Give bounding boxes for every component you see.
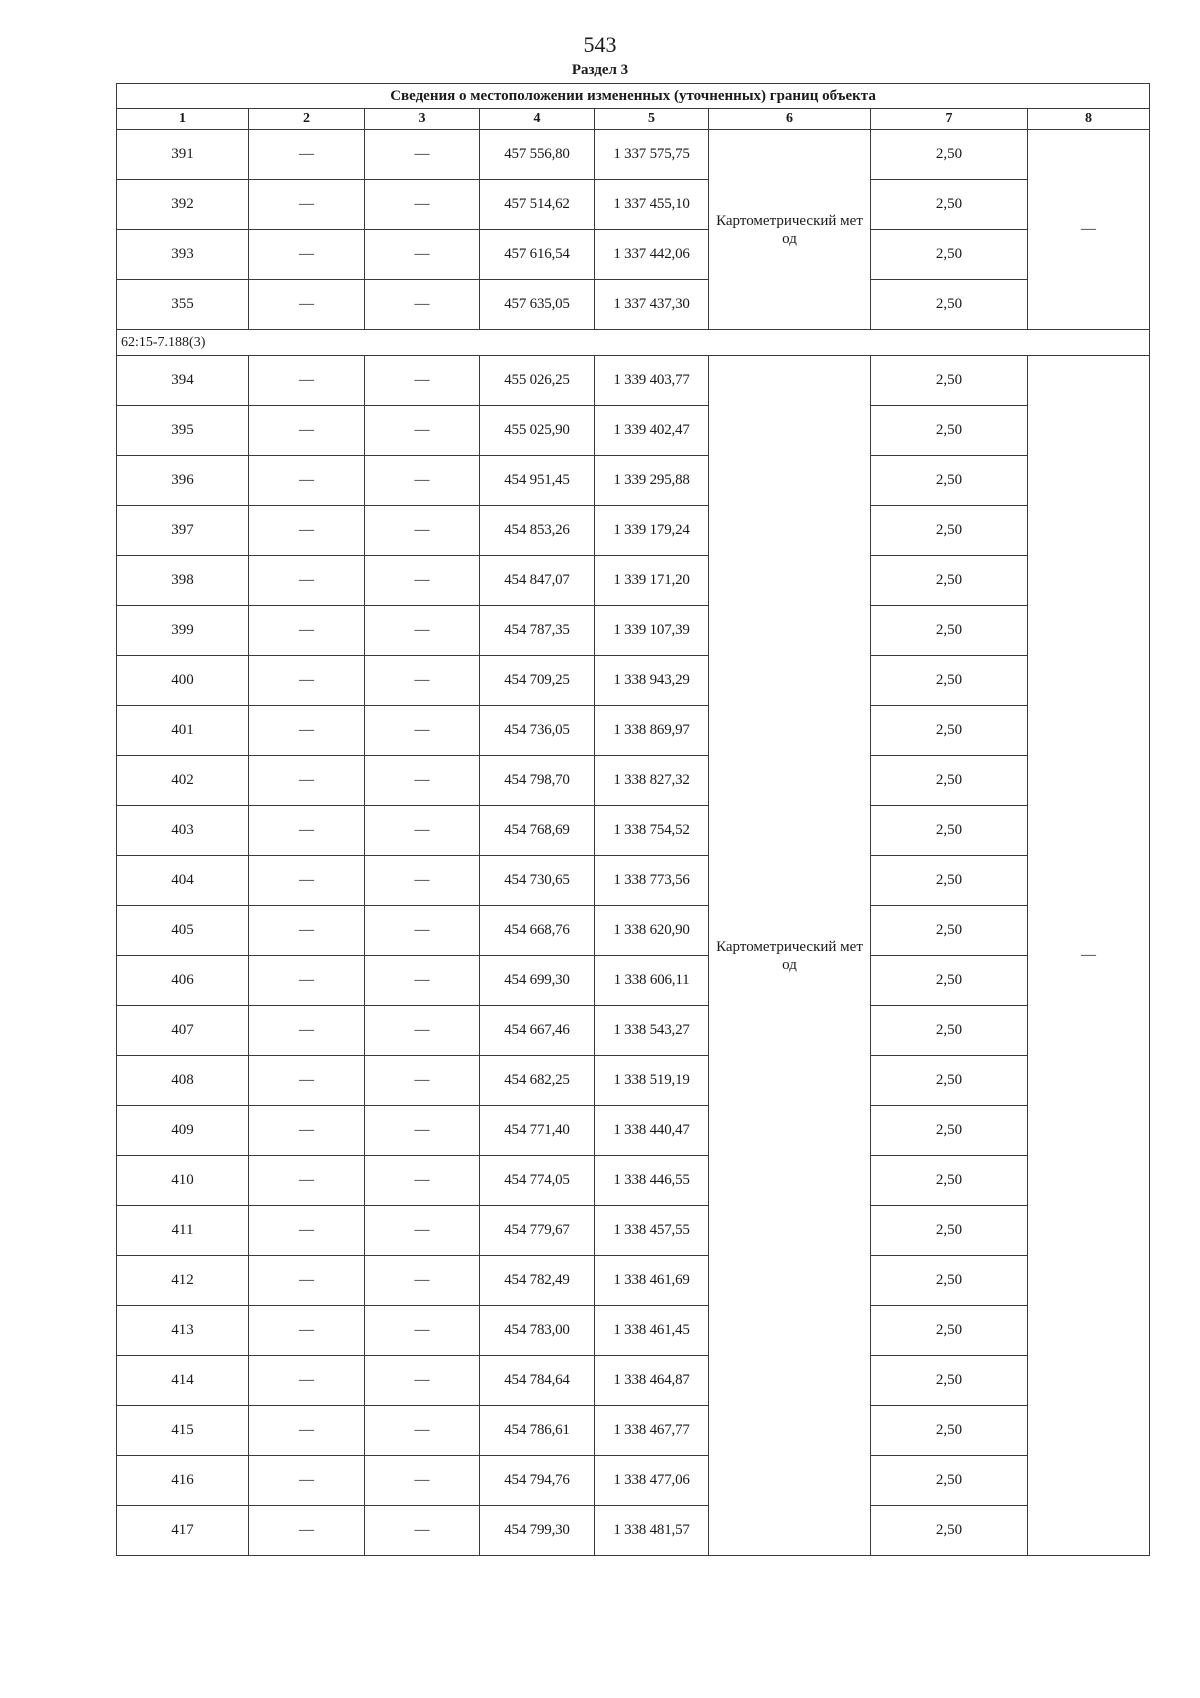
new-x-coordinate: 454 784,64 [480,1356,595,1406]
new-x-coordinate: 454 794,76 [480,1456,595,1506]
table-row [117,556,1150,606]
new-x-coordinate: 454 847,07 [480,556,595,606]
column-number: 8 [1028,109,1150,130]
point-number: 396 [117,456,249,506]
point-number: 391 [117,130,249,180]
accuracy-value: 2,50 [871,1306,1028,1356]
old-y-coordinate: — [365,1156,480,1206]
new-x-coordinate: 454 668,76 [480,906,595,956]
boundary-coordinates-table [116,83,1150,1556]
old-y-coordinate: — [365,1006,480,1056]
new-y-coordinate: 1 339 171,20 [595,556,709,606]
old-y-coordinate: — [365,1256,480,1306]
old-y-coordinate: — [365,506,480,556]
determination-method-text: Картометрический метод [716,212,863,247]
point-number: 403 [117,806,249,856]
point-number: 397 [117,506,249,556]
new-x-coordinate: 457 556,80 [480,130,595,180]
new-y-coordinate: 1 338 446,55 [595,1156,709,1206]
new-y-coordinate: 1 338 461,69 [595,1256,709,1306]
table-row [117,656,1150,706]
new-x-coordinate: 454 682,25 [480,1056,595,1106]
point-number: 408 [117,1056,249,1106]
new-y-coordinate: 1 338 440,47 [595,1106,709,1156]
column-number: 3 [365,109,480,130]
point-description: — [1028,356,1150,1556]
new-x-coordinate: 454 783,00 [480,1306,595,1356]
table-title-row [117,84,1150,109]
old-x-coordinate: — [249,1206,365,1256]
point-number: 406 [117,956,249,1006]
old-y-coordinate: — [365,456,480,506]
new-x-coordinate: 454 951,45 [480,456,595,506]
point-number: 400 [117,656,249,706]
accuracy-value: 2,50 [871,1356,1028,1406]
table-row [117,1356,1150,1406]
new-x-coordinate: 454 774,05 [480,1156,595,1206]
table-row [117,1156,1150,1206]
accuracy-value: 2,50 [871,130,1028,180]
table-row [117,856,1150,906]
old-y-coordinate: — [365,180,480,230]
accuracy-value: 2,50 [871,1156,1028,1206]
old-x-coordinate: — [249,1106,365,1156]
new-y-coordinate: 1 339 179,24 [595,506,709,556]
point-number: 413 [117,1306,249,1356]
new-x-coordinate: 454 768,69 [480,806,595,856]
accuracy-value: 2,50 [871,556,1028,606]
new-x-coordinate: 454 667,46 [480,1006,595,1056]
accuracy-value: 2,50 [871,506,1028,556]
new-y-coordinate: 1 337 442,06 [595,230,709,280]
old-x-coordinate: — [249,706,365,756]
column-number: 2 [249,109,365,130]
new-x-coordinate: 454 709,25 [480,656,595,706]
old-x-coordinate: — [249,756,365,806]
table-row [117,1106,1150,1156]
accuracy-value: 2,50 [871,756,1028,806]
new-x-coordinate: 454 782,49 [480,1256,595,1306]
table-row [117,1456,1150,1506]
new-x-coordinate: 454 787,35 [480,606,595,656]
table-row [117,356,1150,406]
point-number: 402 [117,756,249,806]
old-x-coordinate: — [249,1256,365,1306]
accuracy-value: 2,50 [871,806,1028,856]
accuracy-value: 2,50 [871,656,1028,706]
new-x-coordinate: 454 853,26 [480,506,595,556]
old-x-coordinate: — [249,906,365,956]
old-x-coordinate: — [249,1506,365,1556]
accuracy-value: 2,50 [871,706,1028,756]
new-y-coordinate: 1 338 464,87 [595,1356,709,1406]
accuracy-value: 2,50 [871,1506,1028,1556]
new-y-coordinate: 1 338 754,52 [595,806,709,856]
old-y-coordinate: — [365,356,480,406]
point-number: 417 [117,1506,249,1556]
new-y-coordinate: 1 338 543,27 [595,1006,709,1056]
point-number: 404 [117,856,249,906]
point-number: 416 [117,1456,249,1506]
table-row [117,406,1150,456]
table-row [117,1256,1150,1306]
old-x-coordinate: — [249,656,365,706]
accuracy-value: 2,50 [871,1056,1028,1106]
old-x-coordinate: — [249,856,365,906]
point-number: 412 [117,1256,249,1306]
determination-method-text: Картометрический метод [716,938,863,973]
new-y-coordinate: 1 338 477,06 [595,1456,709,1506]
table-row [117,706,1150,756]
determination-method [709,356,871,1556]
table-row [117,280,1150,330]
point-number: 414 [117,1356,249,1406]
new-x-coordinate: 455 025,90 [480,406,595,456]
point-number: 399 [117,606,249,656]
old-y-coordinate: — [365,606,480,656]
old-x-coordinate: — [249,180,365,230]
old-y-coordinate: — [365,806,480,856]
old-y-coordinate: — [365,856,480,906]
new-x-coordinate: 455 026,25 [480,356,595,406]
new-x-coordinate: 457 635,05 [480,280,595,330]
accuracy-value: 2,50 [871,1206,1028,1256]
new-y-coordinate: 1 338 481,57 [595,1506,709,1556]
table-row [117,130,1150,180]
accuracy-value: 2,50 [871,956,1028,1006]
new-x-coordinate: 457 514,62 [480,180,595,230]
old-y-coordinate: — [365,656,480,706]
table-row [117,506,1150,556]
old-y-coordinate: — [365,956,480,1006]
old-x-coordinate: — [249,1406,365,1456]
old-y-coordinate: — [365,280,480,330]
column-number: 7 [871,109,1028,130]
new-y-coordinate: 1 338 869,97 [595,706,709,756]
point-number: 401 [117,706,249,756]
new-y-coordinate: 1 339 403,77 [595,356,709,406]
old-y-coordinate: — [365,1356,480,1406]
accuracy-value: 2,50 [871,906,1028,956]
column-number: 6 [709,109,871,130]
point-number: 355 [117,280,249,330]
old-x-coordinate: — [249,1356,365,1406]
point-number: 395 [117,406,249,456]
accuracy-value: 2,50 [871,356,1028,406]
accuracy-value: 2,50 [871,456,1028,506]
new-y-coordinate: 1 338 827,32 [595,756,709,806]
point-number: 398 [117,556,249,606]
old-x-coordinate: — [249,456,365,506]
old-x-coordinate: — [249,806,365,856]
new-y-coordinate: 1 338 457,55 [595,1206,709,1256]
new-y-coordinate: 1 338 620,90 [595,906,709,956]
column-number: 1 [117,109,249,130]
point-number: 407 [117,1006,249,1056]
table-body [117,84,1150,1556]
table-row [117,1006,1150,1056]
new-y-coordinate: 1 337 437,30 [595,280,709,330]
new-y-coordinate: 1 338 467,77 [595,1406,709,1456]
new-x-coordinate: 454 786,61 [480,1406,595,1456]
point-number: 393 [117,230,249,280]
new-x-coordinate: 454 798,70 [480,756,595,806]
new-y-coordinate: 1 337 455,10 [595,180,709,230]
old-y-coordinate: — [365,706,480,756]
old-x-coordinate: — [249,1306,365,1356]
accuracy-value: 2,50 [871,856,1028,906]
old-y-coordinate: — [365,1306,480,1356]
new-x-coordinate: 457 616,54 [480,230,595,280]
determination-method [709,130,871,330]
table-row [117,1506,1150,1556]
old-y-coordinate: — [365,230,480,280]
table-row [117,1056,1150,1106]
new-y-coordinate: 1 339 402,47 [595,406,709,456]
table-title: Сведения о местоположении измененных (уточненных) границ объекта [117,84,1150,109]
accuracy-value: 2,50 [871,1456,1028,1506]
old-y-coordinate: — [365,406,480,456]
old-y-coordinate: — [365,130,480,180]
old-y-coordinate: — [365,1456,480,1506]
accuracy-value: 2,50 [871,1406,1028,1456]
page-number: 543 [583,32,617,57]
old-x-coordinate: — [249,1056,365,1106]
accuracy-value: 2,50 [871,1006,1028,1056]
point-number: 411 [117,1206,249,1256]
table-row [117,1406,1150,1456]
cadastral-number: 62:15-7.188(3) [117,330,1150,356]
old-y-coordinate: — [365,1106,480,1156]
new-x-coordinate: 454 779,67 [480,1206,595,1256]
old-x-coordinate: — [249,1006,365,1056]
table-row [117,230,1150,280]
old-y-coordinate: — [365,556,480,606]
table-row [117,456,1150,506]
old-y-coordinate: — [365,756,480,806]
old-x-coordinate: — [249,406,365,456]
old-x-coordinate: — [249,606,365,656]
point-number: 409 [117,1106,249,1156]
old-x-coordinate: — [249,956,365,1006]
new-y-coordinate: 1 339 295,88 [595,456,709,506]
old-x-coordinate: — [249,356,365,406]
new-y-coordinate: 1 339 107,39 [595,606,709,656]
new-y-coordinate: 1 338 606,11 [595,956,709,1006]
new-x-coordinate: 454 771,40 [480,1106,595,1156]
new-y-coordinate: 1 337 575,75 [595,130,709,180]
old-x-coordinate: — [249,230,365,280]
accuracy-value: 2,50 [871,180,1028,230]
table-row [117,756,1150,806]
column-number: 4 [480,109,595,130]
old-x-coordinate: — [249,130,365,180]
accuracy-value: 2,50 [871,406,1028,456]
old-x-coordinate: — [249,280,365,330]
old-x-coordinate: — [249,1456,365,1506]
old-x-coordinate: — [249,556,365,606]
accuracy-value: 2,50 [871,606,1028,656]
accuracy-value: 2,50 [871,280,1028,330]
section-title: Раздел 3 [571,62,629,78]
table-row [117,956,1150,1006]
new-x-coordinate: 454 730,65 [480,856,595,906]
accuracy-value: 2,50 [871,230,1028,280]
point-number: 392 [117,180,249,230]
table-row [117,806,1150,856]
new-x-coordinate: 454 699,30 [480,956,595,1006]
accuracy-value: 2,50 [871,1106,1028,1156]
table-row [117,1206,1150,1256]
old-y-coordinate: — [365,1506,480,1556]
column-number: 5 [595,109,709,130]
old-x-coordinate: — [249,506,365,556]
new-x-coordinate: 454 799,30 [480,1506,595,1556]
old-x-coordinate: — [249,1156,365,1206]
table-row [117,180,1150,230]
old-y-coordinate: — [365,906,480,956]
new-y-coordinate: 1 338 773,56 [595,856,709,906]
accuracy-value: 2,50 [871,1256,1028,1306]
point-number: 415 [117,1406,249,1456]
table-row [117,606,1150,656]
old-y-coordinate: — [365,1406,480,1456]
table-row [117,1306,1150,1356]
point-number: 405 [117,906,249,956]
new-y-coordinate: 1 338 519,19 [595,1056,709,1106]
point-description: — [1028,130,1150,330]
group-header-row [117,330,1150,356]
point-number: 410 [117,1156,249,1206]
old-y-coordinate: — [365,1056,480,1106]
table-row [117,906,1150,956]
new-x-coordinate: 454 736,05 [480,706,595,756]
point-number: 394 [117,356,249,406]
new-y-coordinate: 1 338 461,45 [595,1306,709,1356]
old-y-coordinate: — [365,1206,480,1256]
column-numbers-row [117,109,1150,130]
new-y-coordinate: 1 338 943,29 [595,656,709,706]
